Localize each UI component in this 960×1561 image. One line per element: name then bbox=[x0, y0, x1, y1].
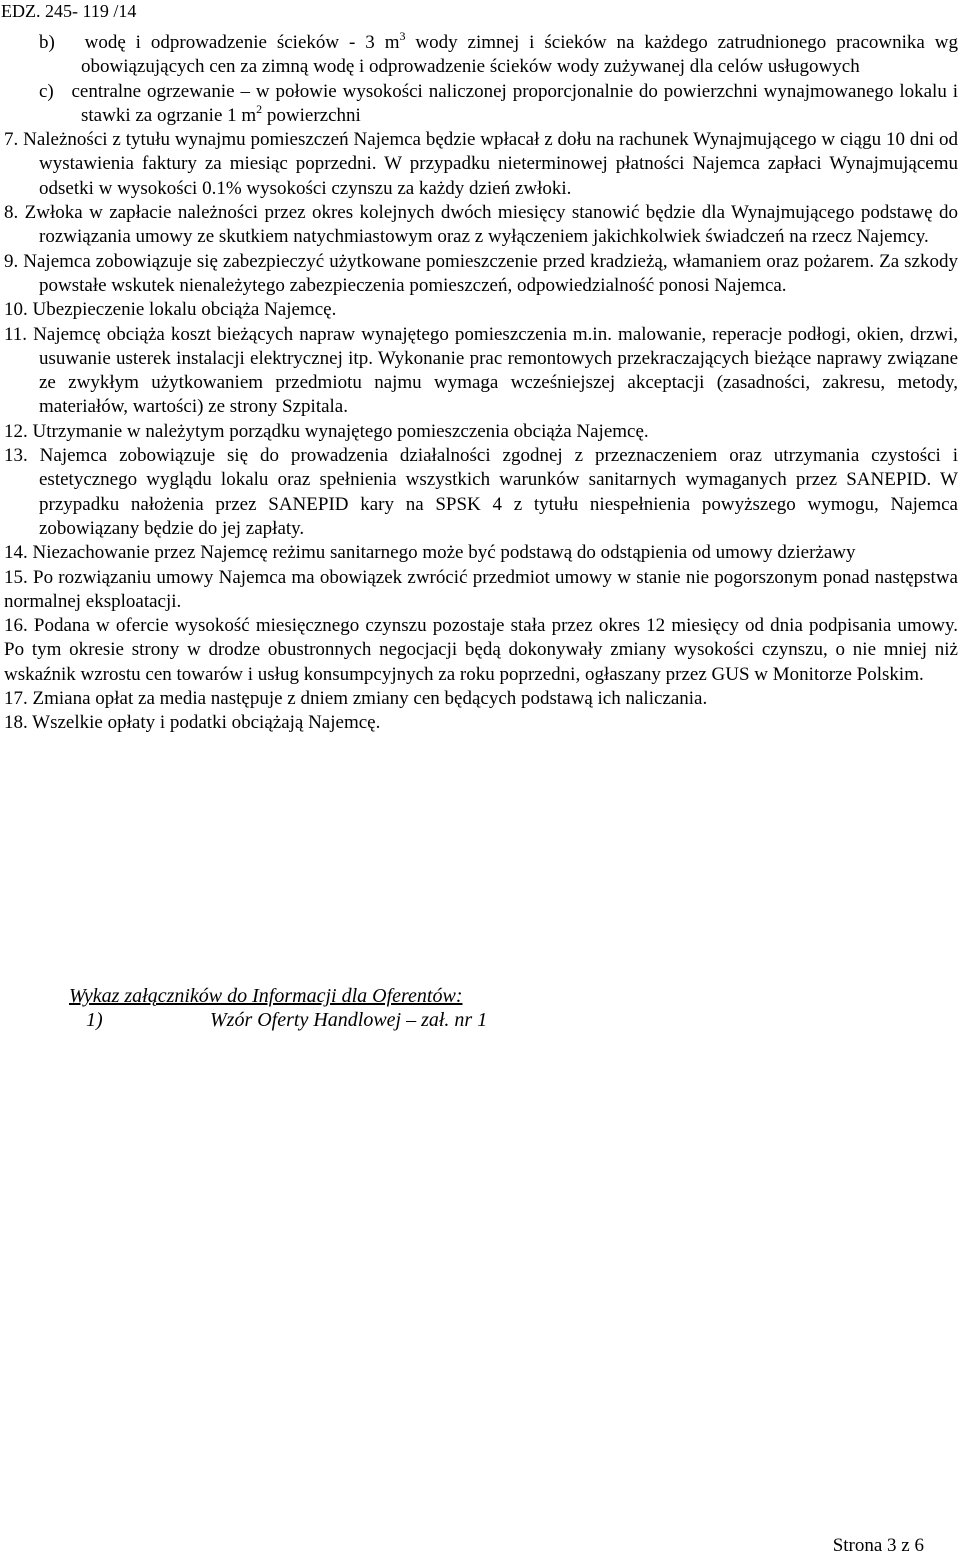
clause-8 bbox=[4, 201, 958, 250]
superscript: 2 bbox=[256, 101, 263, 116]
attachments-title: Wykaz załączników do Informacji dla Oferentów: bbox=[69, 985, 463, 1007]
item-text: centralne ogrzewanie – w połowie wysokości naliczonej proporcjonalnie do powierzchni wynajmowanego lokalu i stawki za ogrzanie 1 m bbox=[71, 80, 958, 126]
clause-number: 14. bbox=[4, 542, 28, 564]
clause-text: Utrzymanie w należytym porządku wynajętego pomieszczenia obciąża Najemcę. bbox=[32, 420, 649, 442]
clause-number: 11. bbox=[4, 323, 28, 345]
item-text-cont: powierzchni bbox=[262, 104, 361, 126]
clause-17 bbox=[4, 687, 958, 711]
clause-9 bbox=[4, 250, 958, 299]
clause-text: Najemca zobowiązuje się do prowadzenia działalności zgodnej z przeznaczeniem oraz utrzymania czystości i estetycznego wyglądu lokalu oraz spełnienia wszystkich warunków sanitarnych wymaganych przez SANEPID. W przypadku nałożenia przez SANEPID kary na SPSK 4 z tytułu niespełnienia powyższego wymogu, Najemca zobowiązany będzie do jej zapłaty. bbox=[39, 445, 959, 539]
clause-11 bbox=[4, 323, 958, 420]
clause-number: 18. bbox=[4, 712, 28, 734]
attachments-list bbox=[69, 984, 487, 1032]
list-item-b bbox=[4, 31, 958, 80]
document-reference: EDZ. 245- 119 /14 bbox=[1, 1, 137, 21]
page-number: Strona 3 z 6 bbox=[832, 1535, 924, 1556]
clause-text: Wszelkie opłaty i podatki obciążają Najemcę. bbox=[32, 712, 381, 734]
clause-text: Zmiana opłat za media następuje z dniem zmiany cen będących podstawą ich naliczania. bbox=[32, 688, 708, 710]
clause-12 bbox=[4, 420, 958, 444]
clause-14 bbox=[4, 541, 958, 565]
superscript: 3 bbox=[399, 29, 406, 43]
clause-13 bbox=[4, 444, 958, 541]
clause-text: Najemcę obciąża koszt bieżących napraw wynajętego pomieszczenia m.in. malowanie, reperacje podłogi, okien, drzwi, usuwanie usterek instalacji elektrycznej itp. Wykonanie prac remontowych przekraczających bieżące naprawy związane ze zwykłym użytkowaniem przedmiotu najmu wymaga wcześniejszej akceptacji (zasadności, zakresu, metody, materiałów, wartości) ze strony Szpitala. bbox=[33, 323, 959, 418]
item-label: c) bbox=[39, 80, 54, 102]
clause-number: 12. bbox=[4, 420, 28, 442]
item-label: b) bbox=[39, 32, 55, 53]
clause-text: Ubezpieczenie lokalu obciąża Najemcę. bbox=[32, 299, 337, 321]
document-body bbox=[4, 31, 958, 736]
clause-number: 8. bbox=[4, 202, 19, 224]
clause-10 bbox=[4, 298, 958, 322]
clause-text: Niezachowanie przez Najemcę reżimu sanitarnego może być podstawą do odstąpienia od umowy dzierżawy bbox=[32, 542, 856, 564]
clause-number: 13. bbox=[4, 445, 28, 467]
attachment-text: Wzór Oferty Handlowej – zał. nr 1 bbox=[210, 1009, 488, 1031]
clause-number: 10. bbox=[4, 299, 28, 321]
clause-number: 17. bbox=[4, 688, 28, 710]
clause-number: 16. bbox=[4, 615, 28, 637]
clause-number: 7. bbox=[4, 129, 19, 151]
attachment-number: 1) bbox=[86, 1009, 103, 1031]
clause-text: Podana w ofercie wysokość miesięcznego czynszu pozostaje stała przez okres 12 miesięcy od dnia podpisania umowy. Po tym okresie strony w drodze obustronnych negocjacji będą dokonywały zmiany wysokości czynszu, o nie mniej niż wskaźnik wzrostu cen towarów i usług konsumpcyjnych za roku poprzedni, ogłaszany przez GUS w Monitorze Polskim. bbox=[4, 615, 959, 685]
item-text: wodę i odprowadzenie ścieków - 3 m bbox=[84, 32, 400, 53]
clause-number: 9. bbox=[4, 250, 19, 272]
clause-18 bbox=[4, 711, 958, 735]
clause-number: 15. bbox=[4, 566, 28, 588]
clause-text: Zwłoka w zapłacie należności przez okres kolejnych dwóch miesięcy stanowić będzie dla Wynajmującego podstawę do rozwiązania umowy ze skutkiem natychmiastowym oraz z wyłączeniem jakichkolwiek świadczeń na rzecz Najemcy. bbox=[24, 202, 958, 248]
attachment-item bbox=[69, 1008, 487, 1032]
item-text-cont: wody zimnej i ścieków na każdego zatrudnionego pracownika wg obowiązujących cen za zimną wodę i odprowadzenie ścieków wody zużywanej dla celów usługowych bbox=[81, 32, 959, 78]
clause-text: Najemca zobowiązuje się zabezpieczyć użytkowane pomieszczenie przed kradzieżą, włamaniem oraz pożarem. Za szkody powstałe wskutek nienależytego zabezpieczenia pomieszczeń, odpowiedzialność ponosi Najemca. bbox=[23, 250, 958, 296]
clause-7 bbox=[4, 128, 958, 201]
clause-16 bbox=[4, 614, 958, 687]
clause-text: Należności z tytułu wynajmu pomieszczeń Najemca będzie wpłacał z dołu na rachunek Wynajmującego w ciągu 10 dni od wystawienia faktury za miesiąc poprzedni. W przypadku nieterminowej płatności Najemca zapłaci Wynajmującemu odsetki w wysokości 0.1% wysokości czynszu za każdy dzień zwłoki. bbox=[23, 129, 959, 199]
clause-text: Po rozwiązaniu umowy Najemca ma obowiązek zwrócić przedmiot umowy w stanie nie pogorszonym ponad następstwa normalnej eksploatacji. bbox=[4, 566, 958, 612]
clause-15 bbox=[4, 566, 958, 615]
list-item-c bbox=[4, 80, 958, 129]
